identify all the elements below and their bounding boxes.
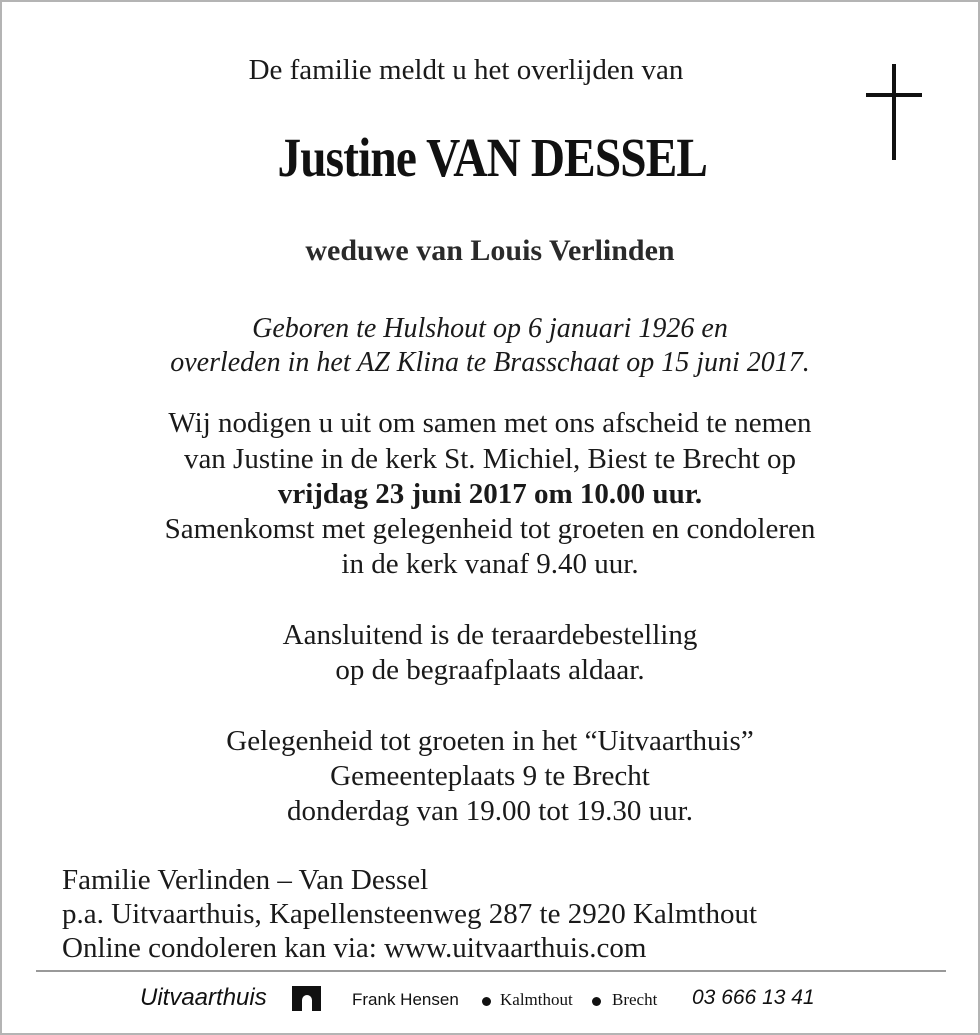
director-name: Frank Hensen [352,990,459,1009]
burial-line-1: Aansluitend is de teraardebestelling [282,619,698,651]
birth-line: Geboren te Hulshout op 6 januari 1926 en [252,313,728,344]
deceased-name: Justine VAN DESSEL [277,127,708,188]
service-datetime: vrijdag 23 juni 2017 om 10.00 uur. [277,478,703,510]
invitation-line-1: Wij nodigen u uit om samen met ons afscheid te nemen [168,407,812,439]
invitation-line-2: van Justine in de kerk St. Michiel, Biest te Brecht op [183,443,797,475]
family-signature: Familie Verlinden – Van Dessel [62,864,429,896]
family-address: p.a. Uitvaarthuis, Kapellensteenweg 287 te 2920 Kalmthout [62,898,758,930]
burial-line-2: op de begraafplaats aldaar. [335,654,645,686]
viewing-line-3: donderdag van 19.00 tot 19.30 uur. [287,795,693,827]
spouse-line: weduwe van Louis Verlinden [305,234,675,267]
brand-name: Uitvaarthuis [140,984,267,1011]
funeral-home-logo-icon [292,986,321,1011]
death-line: overleden in het AZ Klina te Brasschaat op 15 juni 2017. [170,347,810,378]
viewing-line-2: Gemeenteplaats 9 te Brecht [330,760,650,792]
gathering-line-2: in de kerk vanaf 9.40 uur. [341,548,639,580]
funeral-home-footer [2,984,978,1018]
bullet-icon [592,997,601,1006]
bullet-icon [482,997,491,1006]
intro-text: De familie meldt u het overlijden van [248,54,684,86]
phone-number: 03 666 13 41 [692,986,815,1009]
footer-divider [36,970,946,972]
location-kalmthout: Kalmthout [500,990,573,1009]
online-condolences: Online condoleren kan via: www.uitvaarthuis.com [62,932,647,964]
location-brecht: Brecht [612,990,658,1009]
viewing-line-1: Gelegenheid tot groeten in het “Uitvaarthuis” [226,725,754,757]
gathering-line-1: Samenkomst met gelegenheid tot groeten en condoleren [164,513,816,545]
